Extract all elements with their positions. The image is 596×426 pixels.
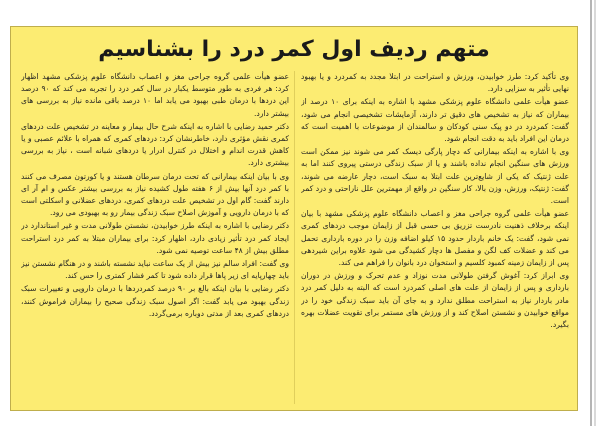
- paragraph: عضو هیأت علمی گروه جراحی مغز و اعصاب دانشگاه علوم پزشکی مشهد با بیان اینکه برخلاف ذهنیت نادرست تزریق بی حسی قبل از زایمان موجب دردهای کمری نمی شود، گفت: یک خانم باردار حدود ۱۵ کیلو اضافه وزن را در دوره بارداری تحمل می کند و عضلات کف لگن و مفصل ها دچار کشیدگی می شود علاوه براین شیردهی پس از زایمان زمینه کمبود کلسیم و استخوان درد بانوان را فراهم می کند.: [301, 209, 569, 268]
- paragraph: دکتر حمید رضایی با اشاره به اینکه شرح حال بیمار و معاینه در تشخیص علت دردهای کمری نقش مؤثری دارد، خاطرنشان کرد: دردهای کمری که همراه با علائم عصبی و یا کاهش قدرت اندام و اختلال در کنترل ادرار یا دردهای شبانه است ، نیاز به بررسی بیشتری دارد.: [21, 121, 289, 168]
- article-panel: [10, 26, 578, 411]
- paragraph: عضو هیأت علمی دانشگاه علوم پزشکی مشهد با اشاره به اینکه برای ۱۰ درصد از بیماران که نیاز به تشخیص های دقیق تر دارند، آزمایشات تشخیصی انجام می شود، گفت: کمردرد در دو پیک سنی کودکان و سالمندان از موضوعات با اهمیت است که درمان این افراد باید به دقت انجام شود.: [301, 97, 569, 144]
- paragraph: وی گفت: افراد سالم نیز بیش از یک ساعت نباید نشسته باشند و در هنگام نشستن نیز باید چهارپایه ای زیر پاها قرار داده شود تا کمر فشار کمتری را حس کند.: [21, 259, 289, 281]
- article-headline: متهم ردیف اول کمر درد را بشناسیم: [98, 37, 490, 62]
- left-column: [301, 71, 569, 404]
- article-body: [21, 71, 569, 404]
- paragraph: عضو هیأت علمی گروه جراحی مغز و اعصاب دانشگاه علوم پزشکی مشهد اظهار کرد: هر فردی به طور متوسط یکبار در سال کمر درد را تجربه می کند که ۹۰ درصد این دردها با درمان طبی بهبود می یابد اما ۱۰ درصد باقی مانده نیاز به بررسی های بیشتر دارد.: [21, 72, 289, 118]
- paragraph: وی ابراز کرد: آغوش گرفتن طولانی مدت نوزاد و عدم تحرک و ورزش در دوران بارداری و پس از زایمان از علت های اصلی کمردرد است که البته به دلیل کمر درد مادر باردار نیاز به استراحت مطلق ندارد و به جای آن باید سبک زندگی خود را در مواقع خوابیدن و نشستن اصلاح کند و از ورزش های مستمر برای تقویت عضلات بهره بگیرد.: [301, 271, 569, 330]
- page-edge-rule: [590, 0, 592, 426]
- paragraph: وی با اشاره به اینکه بیمارانی که دچار پارگی دیسک کمر می شوند نیز ممکن است ورزش های سنگین انجام نداده باشند و یا از سبک زندگی درستی پیروی کنند اما به علت ژنتیک که یکی از شایع‌ترین علت ابتلا به سبک است، دچار عارضه می شوند، گفت: ژنتیک، ورزش، وزن بالا، کار سنگین در واقع از مهمترین علل ناراحتی و درد کمر است.: [301, 147, 569, 206]
- paragraph: وی تأکید کرد: طرز خوابیدن، ورزش و استراحت در ابتلا مجدد به کمردرد و یا بهبود نهایی تأثیر به سزایی دارد.: [301, 72, 569, 94]
- right-column: [21, 71, 289, 404]
- paragraph: دکتر رضایی با بیان اینکه بالغ بر ۹۰ درصد کمردردها با درمان دارویی و تغییرات سبک زندگی بهبود می یابد گفت: اگر اصول سبک زندگی صحیح را بیماران فراموش کنند، دردهای کمری بعد از مدتی دوباره برمی‌گردد.: [21, 284, 289, 318]
- paragraph: وی با بیان اینکه بیمارانی که تحت درمان سرطان هستند و یا کورتون مصرف می کنند با کمر درد آنها بیش از ۶ هفته طول کشیده نیاز به بررسی بیشتر عکس و ام آر ای دارند گفت: گام اول در تشخیص علت دردهای کمری، دردهای عضلانی و اسکلتی است که با درمان دارویی و آموزش اصلاح سبک زندگی بیمار رو به بهبودی می رود.: [21, 171, 289, 218]
- paragraph: دکتر رضایی با اشاره به اینکه طرز خوابیدن، نشستن طولانی مدت و غیر استاندارد در ایجاد کمر درد تأثیر زیادی دارد، اظهار کرد: برای بیماران مبتلا به کمر درد استراحت مطلق بیش از ۴۸ ساعت توصیه نمی شود.: [21, 221, 289, 255]
